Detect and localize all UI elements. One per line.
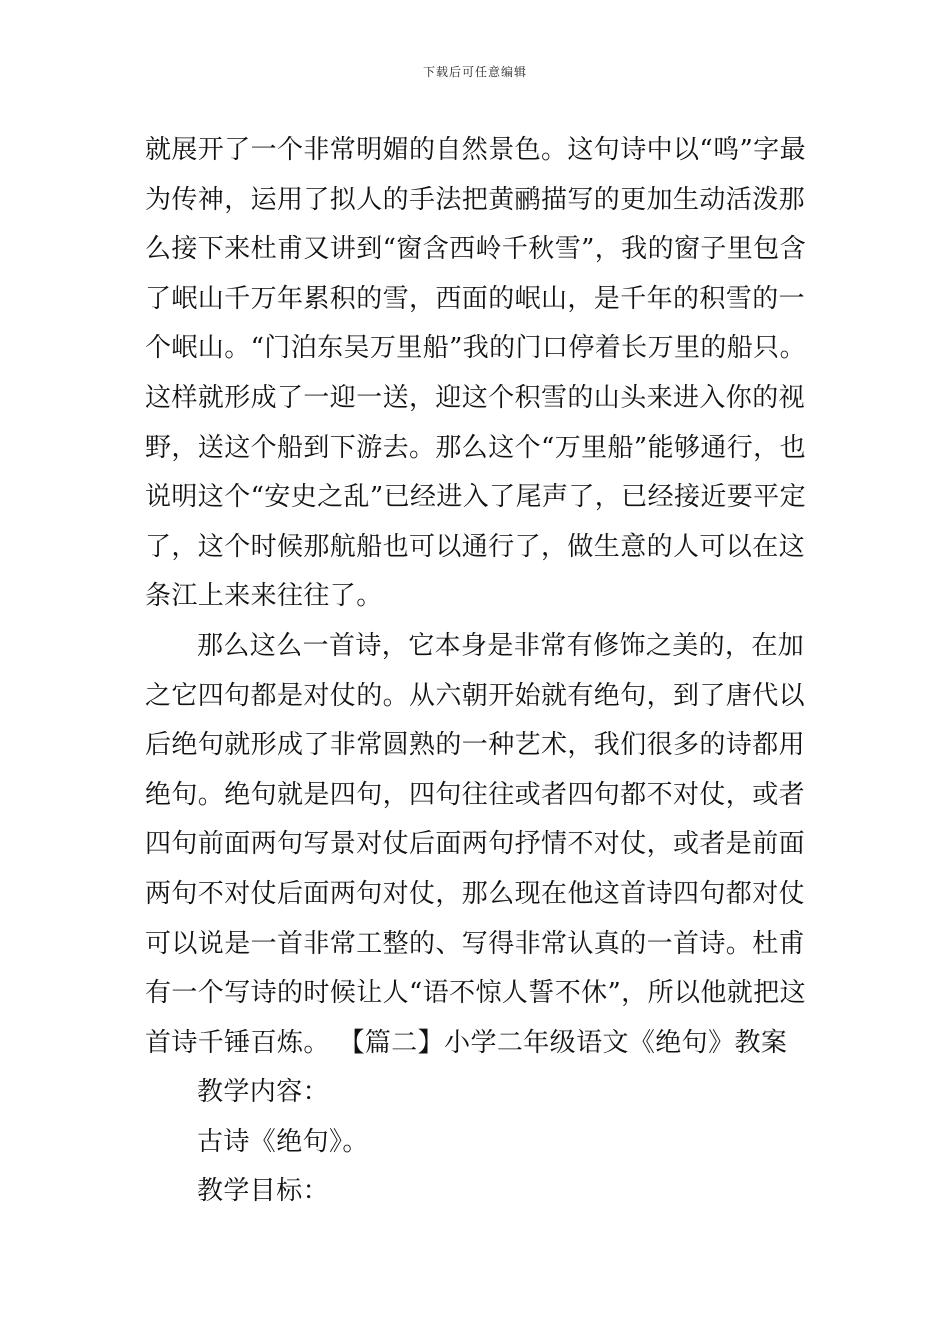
heading-teaching-content: 教学内容： [197,1077,330,1108]
document-body [145,126,810,1217]
page-header: 下载后可任意编辑 [422,65,527,79]
heading-teaching-goals: 教学目标： [197,1176,330,1207]
paragraph-2: 那么这么一首诗，它本身是非常有修饰之美的，在加之它四句都是对仗的。从六朝开始就有绝句，到了唐代以后绝句就形成了非常圆熟的一种艺术，我们很多的诗都用绝句。绝句就是四句，四句往往或者四句都不对仗，或者四句前面两句写景对仗后面两句抒情不对仗，或者是前面两句不对仗后面两句对仗，那么现在他这首诗四句都对仗可以说是一首非常工整的、写得非常认真的一首诗。杜甫有一个写诗的时候让人“语不惊人誓不休”，所以他就把这首诗千锤百炼。 【篇二】小学二年级语文《绝句》教案 [145,630,806,1058]
teaching-content-text: 古诗《绝句》。 [197,1126,369,1157]
paragraph-1: 就展开了一个非常明媚的自然景色。这句诗中以“鸣”字最为传神，运用了拟人的手法把黄鹂描写的更加生动活泼那么接下来杜甫又讲到“窗含西岭千秋雪”，我的窗子里包含了岷山千万年累积的雪，西面的岷山，是千年的积雪的一个岷山。“门泊东吴万里船”我的门口停着长万里的船只。这样就形成了一迎一送，迎这个积雪的山头来进入你的视野，送这个船到下游去。那么这个“万里船”能够通行，也说明这个“安史之乱”已经进入了尾声了，已经接近要平定了，这个时候那航船也可以通行了，做生意的人可以在这条江上来来往往了。 [145,135,806,612]
